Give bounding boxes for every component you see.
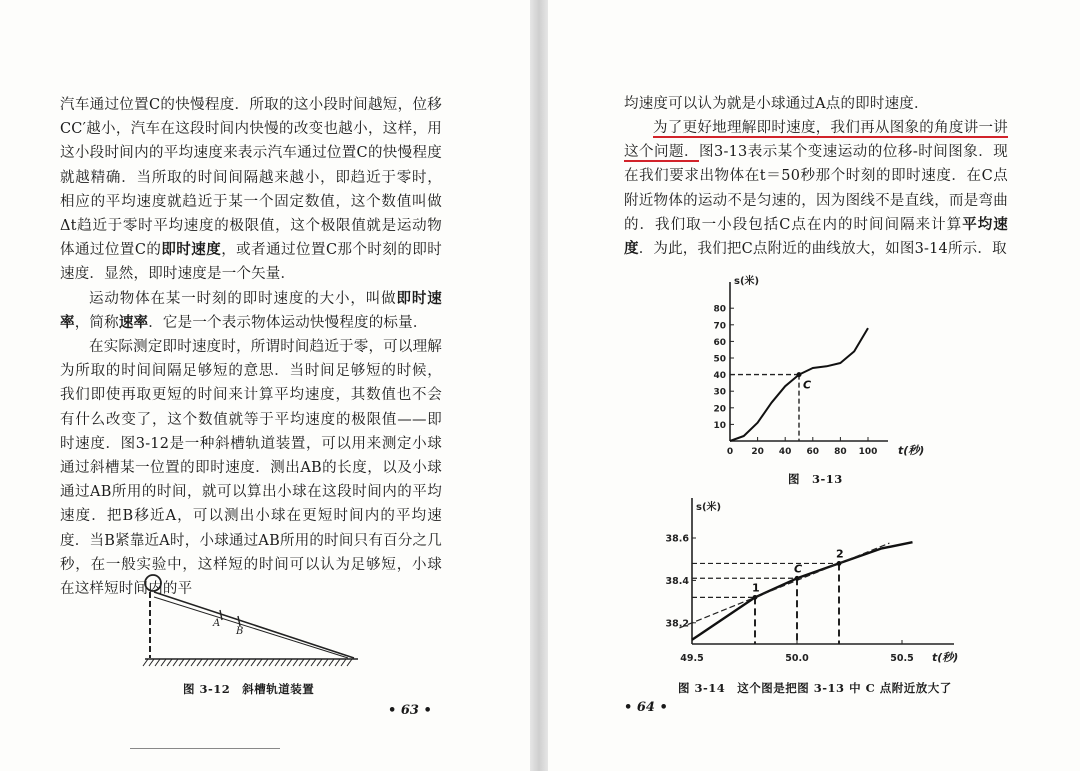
point-label: 1 — [752, 581, 760, 595]
left-page — [0, 0, 530, 771]
paragraph-continuation: 均速度可以认为就是小球通过A点的即时速度． — [624, 96, 929, 112]
hatch-stroke — [347, 659, 352, 666]
hatch-stroke — [305, 659, 310, 666]
y-tick-label: 38.6 — [665, 533, 689, 545]
x-tick-label: 80 — [834, 447, 847, 457]
hatch-stroke — [155, 659, 160, 666]
point-c-label: C — [803, 378, 812, 392]
x-axis-label: t(秒) — [932, 651, 959, 664]
marker-a — [220, 610, 222, 620]
hatch-stroke — [185, 659, 190, 666]
point-1 — [753, 595, 758, 600]
term-instant-velocity: 即时速度 — [161, 241, 222, 259]
y-tick-label: 38.2 — [665, 618, 689, 630]
hatch-stroke — [269, 659, 274, 666]
x-tick-label: 40 — [778, 447, 792, 457]
hatch-stroke — [287, 659, 292, 666]
hatch-stroke — [317, 659, 322, 666]
hatch-stroke — [341, 659, 346, 666]
ball — [145, 575, 161, 591]
ground-hatching — [143, 659, 352, 666]
marker-b — [238, 616, 240, 626]
hatch-stroke — [197, 659, 202, 666]
hatch-stroke — [191, 659, 196, 666]
right-page — [548, 0, 1080, 771]
secant-line — [679, 543, 889, 628]
hatch-stroke — [257, 659, 262, 666]
x-tick-label: 100 — [858, 447, 878, 457]
point-label: 2 — [836, 547, 844, 561]
hatch-stroke — [167, 659, 172, 666]
paragraph-measurement: 在实际测定即时速度时，所谓时间趋近于零，可以理解为所取的时间间隔足够短的意思．当时间足够短的时候，我们即使再取更短的时间来计算平均速度，其数值也不会有什么改变了，这个数值就等于平均速度的极限值——即时速度．图3-12是一种斜槽轨道装置，可以用来测定小球通过斜槽某一位置的即时速度．测出AB的长度，以及小球通过AB所用的时间，就可以算出小球在这段时间内的平均速度．把B移近A，可以测出小球在更短时间内的平均速度．当B紧靠近A时，小球通过AB所用的时间只有百分之几秒，在一般实验中，这样短的时间可以认为足够短，小球在这样短时间内的平 — [60, 339, 442, 598]
point-3 — [837, 561, 842, 566]
label-b: B — [236, 626, 244, 637]
hatch-stroke — [209, 659, 214, 666]
y-tick-label: 10 — [713, 420, 726, 431]
x-axis-label: t(秒) — [898, 444, 925, 457]
y-tick-label: 50 — [713, 354, 726, 365]
figure-3-12-inclined-track — [140, 568, 365, 668]
y-tick-label: 40 — [713, 371, 726, 382]
y-tick-label: 60 — [713, 337, 726, 348]
hatch-stroke — [215, 659, 220, 666]
hatch-stroke — [281, 659, 286, 666]
hatch-stroke — [299, 659, 304, 666]
hatch-stroke — [227, 659, 232, 666]
hatch-stroke — [233, 659, 238, 666]
hatch-stroke — [251, 659, 256, 666]
figure-3-14-chart — [656, 492, 966, 672]
hatch-stroke — [149, 659, 154, 666]
point-c — [797, 372, 802, 377]
x-tick-label: 49.5 — [680, 653, 704, 664]
y-axis-label: s(米) — [734, 276, 760, 287]
term-average-velocity: 平均速度 — [624, 215, 1008, 258]
figure-3-12-caption: 图 3-12 斜槽轨道装置 — [183, 682, 315, 696]
hatch-stroke — [143, 659, 148, 666]
figure-3-13-caption: 图 3-13 — [788, 472, 843, 486]
label-a: A — [213, 618, 221, 629]
y-tick-label: 20 — [713, 404, 726, 415]
y-tick-label: 38.4 — [665, 575, 689, 587]
enlarged-curve — [692, 542, 913, 640]
x-tick-label: 20 — [751, 447, 764, 457]
y-axis-label: s(米) — [696, 502, 722, 513]
point-2 — [795, 576, 800, 581]
hatch-stroke — [203, 659, 208, 666]
book-gutter — [530, 0, 548, 771]
incline-track-lower — [154, 597, 348, 658]
page-number-63: • 63 • — [388, 703, 432, 718]
hatch-stroke — [323, 659, 328, 666]
y-tick-label: 80 — [713, 304, 726, 315]
hatch-stroke — [179, 659, 184, 666]
paragraph-instant-velocity: 汽车通过位置C的快慢程度．所取的这小段时间越短，位移CC′越小，汽车在这段时间内快慢的改变也越小，这样，用这小段时间内的平均速度来表示汽车通过位置C的快慢程度就越精确．当所取的时间间隔越来越小，即趋近于零时，相应的平均速度就趋近于某一个固定数值，这个数值叫做Δt趋近于零时平均速度的极限值，这个极限值就是运动物体通过位置C的即时速度，或者通过位置C那个时刻的即时速度．显然，即时速度是一个矢量． — [60, 97, 442, 283]
paragraph-instant-speed: 运动物体在某一时刻的即时速度的大小，叫做即时速率，简称速率．它是一个表示物体运动快慢程度的标量． — [60, 290, 443, 332]
hatch-stroke — [293, 659, 298, 666]
paragraph-graph-intro: 为了更好地理解即时速度，我们再从图象的角度讲一讲这个问题．图3-13表示某个变速运动的位移-时间图象．现在我们要求出物体在t＝50秒那个时刻的即时速度．在C点附近物体的运动不是匀速的，因为图线不是直线，而是弯曲的．我们取一小段包括C点在内的时间间隔来计算平均速度．为此，我们把C点附近的曲线放大，如图3-14所示．取 — [624, 120, 1008, 258]
incline-track — [154, 592, 354, 658]
hatch-stroke — [311, 659, 316, 666]
y-tick-label: 30 — [713, 387, 726, 398]
x-tick-label: 60 — [806, 447, 820, 457]
y-tick-label: 70 — [713, 321, 726, 332]
point-label: C — [794, 562, 803, 576]
hatch-stroke — [161, 659, 166, 666]
bottom-rule — [130, 748, 280, 749]
hatch-stroke — [263, 659, 268, 666]
underlined-sentence: 为了更好地理解即时速度，我们再从图象的角度讲一讲这个问题． — [624, 120, 1008, 161]
page-number-64: • 64 • — [624, 700, 668, 715]
hatch-stroke — [221, 659, 226, 666]
hatch-stroke — [275, 659, 280, 666]
hatch-stroke — [173, 659, 178, 666]
x-tick-label: 0 — [726, 447, 734, 457]
figure-3-13-chart — [696, 268, 966, 468]
hatch-stroke — [239, 659, 244, 666]
hatch-stroke — [329, 659, 334, 666]
x-tick-label: 50.5 — [890, 653, 914, 664]
hatch-stroke — [245, 659, 250, 666]
term-instant-speed: 即时速率 — [60, 290, 443, 332]
figure-3-14-caption: 图 3-14 这个图是把图 3-13 中 C 点附近放大了 — [678, 681, 952, 695]
term-speed: 速率 — [118, 314, 149, 332]
hatch-stroke — [335, 659, 340, 666]
x-tick-label: 50.0 — [785, 653, 809, 664]
